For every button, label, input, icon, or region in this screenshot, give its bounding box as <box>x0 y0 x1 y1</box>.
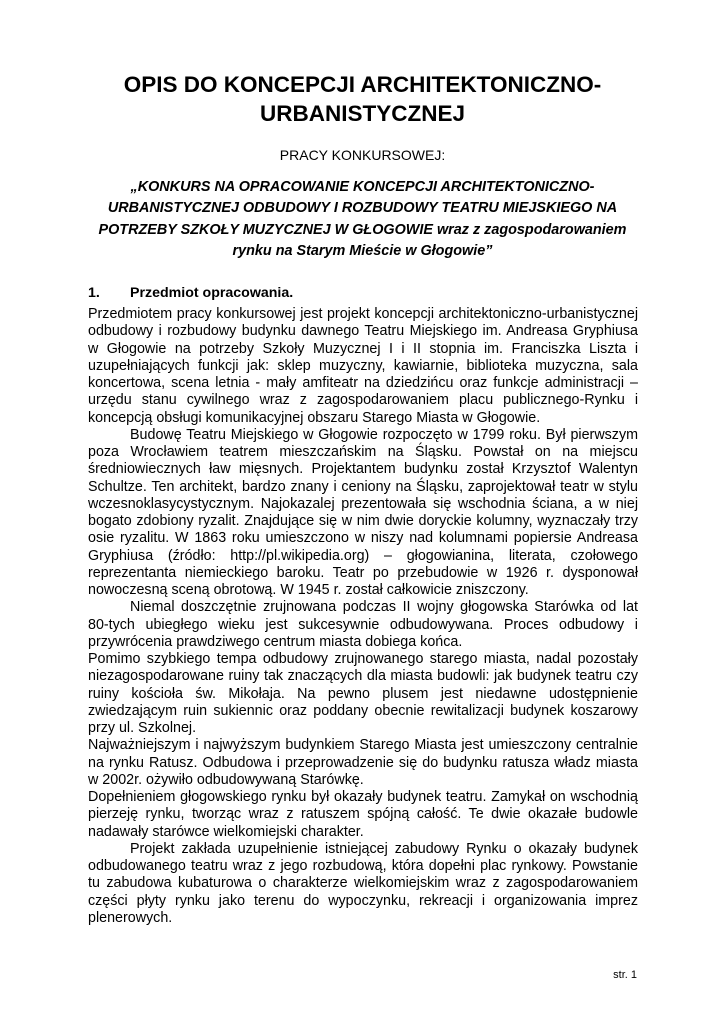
document-subtitle: PRACY KONKURSOWEJ: <box>279 147 446 163</box>
section-heading <box>88 284 648 302</box>
paragraph: Projekt zakłada uzupełnienie istniejącej zabudowy Rynku o okazały budynek odbudowanego teatru wraz z jego rozbudową, która dopełni plac rynkowy. Powstanie tu zabudowa kubaturowa o charakterze wielkomiejskim wraz z zagospodarowaniem części płyty rynku jako terenu do wypoczynku, rekreacji i organizowania imprez plenerowych. <box>88 840 638 926</box>
paragraph: Dopełnieniem głogowskiego rynku był okazały budynek teatru. Zamykał on wschodnią pierzeję rynku, tworząc wraz z ratuszem spójną całość. Te dwie okazałe budowle nadawały starówce wielkomiejski charakter. <box>88 789 638 840</box>
paragraph: Pomimo szybkiego tempa odbudowy zrujnowanego starego miasta, nadal pozostały niezagospodarowane ruiny tak znaczących dla miasta budowli: jak budynek teatru czy ruiny kościoła św. Mikołaja. Na pewno plusem jest niedawne udostępnienie zwiedzającym ruin sukiennic oraz poddany obecnie rewitalizacji budynek koszarowy przy ul. Szkolnej. <box>88 651 638 736</box>
section-title: Przedmiot opracowania. <box>130 285 294 301</box>
document-title: OPIS DO KONCEPCJI ARCHITEKTONICZNO-URBANISTYCZNEJ <box>123 72 602 126</box>
page-number: str. 1 <box>613 969 637 981</box>
paragraph: Budowę Teatru Miejskiego w Głogowie rozpoczęto w 1799 roku. Był pierwszym poza Wrocławiem teatrem mieszczańskim na Śląsku. Powstał on na miejscu średniowiecznych ław mięsnych. Projektantem budynku został Krzysztof Walentyn Schultze. Ten architekt, bardzo znany i ceniony na Śląsku, zaprojektował teatr w stylu wczesnoklasycystycznym. Najokazalej prezentowała się wschodnia ściana, a w niej bogato zdobiony ryzalit. Znajdujące się w nim dwie doryckie kolumny, wyznaczały trzy osie ryzalitu. W 1863 roku umieszczono w niszy nad kolumnami popiersie Andreasa Gryphiusa (źródło: http://pl.wikipedia.org) – głogowianina, literata, czołowego reprezentanta niemieckiego baroku. Teatr po przebudowie w 1926 r. dysponował nowoczesną sceną obrotową. W 1945 r. został całkowicie zniszczony. <box>88 426 638 598</box>
contest-title: „KONKURS NA OPRACOWANIE KONCEPCJI ARCHITEKTONICZNO-URBANISTYCZNEJ ODBUDOWY I ROZBUDOWY TEATRU MIEJSKIEGO NA POTRZEBY SZKOŁY MUZYCZNEJ W GŁOGOWIE wraz z zagospodarowaniem rynku na Starym Mieście w Głogowie” <box>98 179 627 259</box>
paragraph: Przedmiotem pracy konkursowej jest projekt koncepcji architektoniczno-urbanistycznej odbudowy i rozbudowy budynku dawnego Teatru Miejskiego im. Andreasa Gryphiusa w Głogowie na potrzeby Szkoły Muzycznej I i II stopnia im. Franciszka Liszta i uzupełniających funkcji jak: sklep muzyczny, kawiarnie, biblioteka muzyczna, sala koncertowa, scena letnia - mały amfiteatr na dziedzińcu oraz funkcje administracji – urzędu stanu cywilnego wraz z zagospodarowaniem placu publicznego-Rynku i koncepcją obsługi komunikacyjnej obszaru Starego Miasta w Głogowie. <box>88 306 638 426</box>
paragraph: Najważniejszym i najwyższym budynkiem Starego Miasta jest umieszczony centralnie na rynku Ratusz. Odbudowa i przeprowadzenie się do budynku ratusza władz miasta w 2002r. ożywiło odbudowywaną Starówkę. <box>88 737 638 788</box>
section-number: 1. <box>88 285 100 301</box>
paragraph: Niemal doszczętnie zrujnowana podczas II wojny głogowska Starówka od lat 80-tych ubiegłego wieku jest sukcesywnie odbudowywana. Proces odbudowy i przywrócenia prawdziwego centrum miasta dobiega końca. <box>88 599 638 650</box>
document-body <box>88 306 638 927</box>
